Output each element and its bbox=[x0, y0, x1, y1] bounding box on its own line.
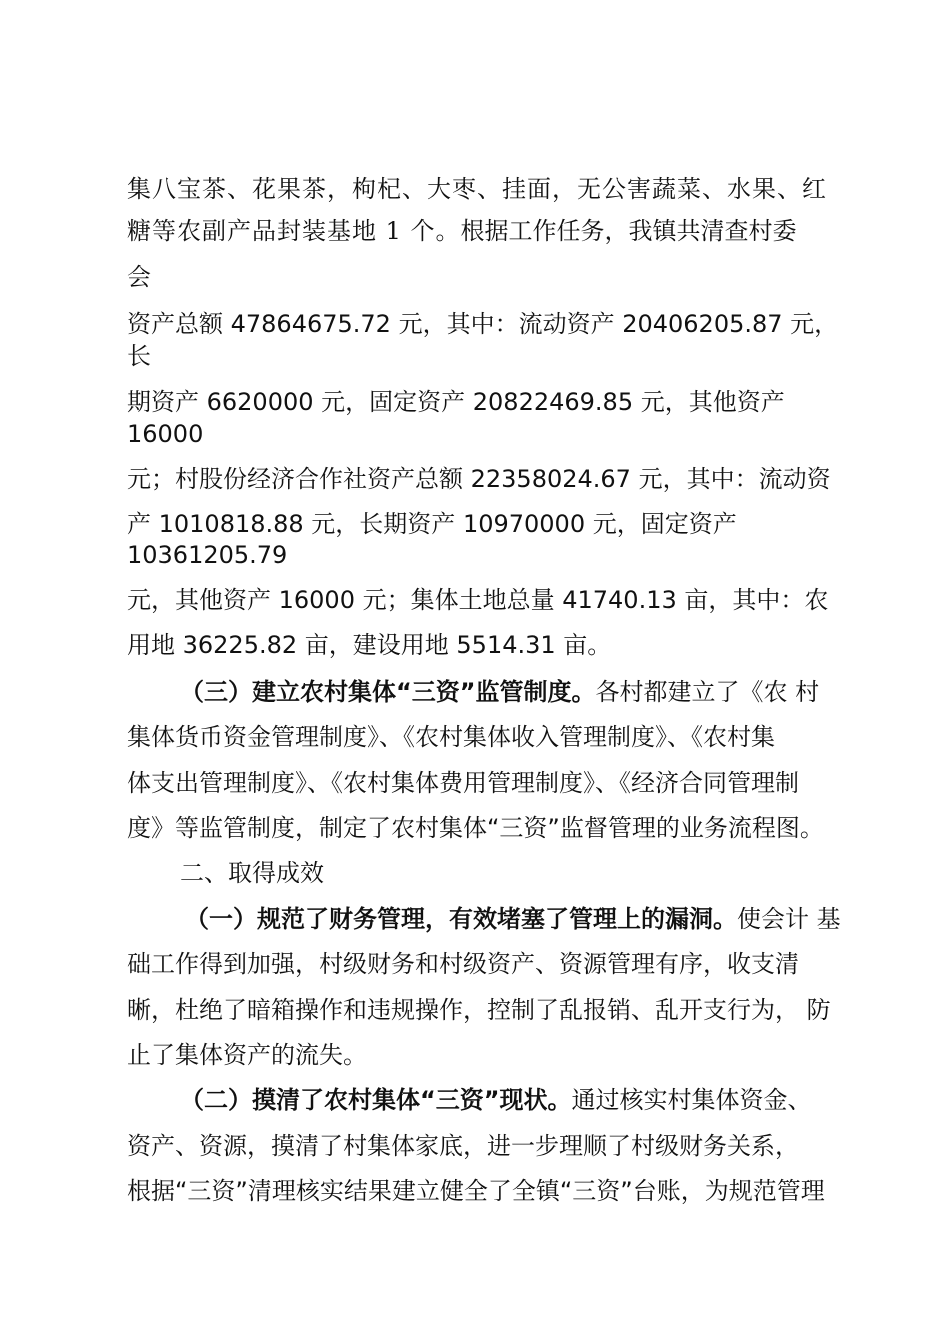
line-part: 糖等农副产品封装基地 1 个。 bbox=[127, 217, 461, 245]
paragraph-line: 体支出管理制度》、《农村集体费用管理制度》、《经济合同管理制 bbox=[127, 769, 799, 797]
section-heading: （二）摸清了农村集体“三资”现状。 bbox=[180, 1086, 572, 1114]
line-part: 根据工作任务，我镇共清查村委 bbox=[460, 217, 797, 245]
paragraph-line: 10361205.79 bbox=[127, 541, 288, 569]
paragraph-line: 产 1010818.88 元，长期资产 10970000 元，固定资产 bbox=[127, 510, 737, 538]
paragraph-line bbox=[127, 216, 797, 246]
paragraph-line: 资产、资源，摸清了村集体家底，进一步理顺了村级财务关系， bbox=[127, 1132, 799, 1160]
paragraph-line: 期资产 6620000 元，固定资产 20822469.85 元，其他资产 bbox=[127, 388, 785, 416]
paragraph-line: 元；村股份经济合作社资产总额 22358024.67 元，其中：流动资 bbox=[127, 465, 831, 493]
paragraph-line: 集八宝茶、花果茶，枸杞、大枣、挂面，无公害蔬菜、水果、红 bbox=[127, 175, 827, 203]
line-part: 通过核实村集体资金、 bbox=[571, 1086, 812, 1114]
paragraph-line: 会 bbox=[127, 263, 151, 291]
line-part: 使会计 基 bbox=[737, 905, 841, 933]
paragraph-line: 度》等监管制度，制定了农村集体“三资”监督管理的业务流程图。 bbox=[127, 814, 824, 842]
paragraph-line: 元，其他资产 16000 元；集体土地总量 41740.13 亩，其中：农 bbox=[127, 586, 829, 614]
paragraph-line: 16000 bbox=[127, 420, 204, 448]
paragraph-line: 长 bbox=[127, 342, 151, 370]
section-heading-line bbox=[185, 904, 841, 934]
paragraph-line: 止了集体资产的流失。 bbox=[127, 1041, 367, 1069]
paragraph-line: 集体货币资金管理制度》、《农村集体收入管理制度》、《农村集 bbox=[127, 723, 775, 751]
line-part: 各村都建立了《农 村 bbox=[595, 678, 820, 706]
paragraph-line: 根据“三资”清理核实结果建立健全了全镇“三资”台账，为规范管理 bbox=[127, 1177, 825, 1205]
paragraph-line: 用地 36225.82 亩，建设用地 5514.31 亩。 bbox=[127, 631, 612, 659]
paragraph-line: 资产总额 47864675.72 元，其中：流动资产 20406205.87 元， bbox=[127, 310, 839, 338]
chapter-heading: 二、取得成效 bbox=[180, 859, 324, 887]
paragraph-line: 晰，杜绝了暗箱操作和违规操作，控制了乱报销、乱开支行为， 防 bbox=[127, 996, 831, 1024]
section-heading-line bbox=[180, 1085, 812, 1115]
section-heading: （一）规范了财务管理，有效堵塞了管理上的漏洞。 bbox=[185, 905, 737, 933]
paragraph-line: 础工作得到加强，村级财务和村级资产、资源管理有序，收支清 bbox=[127, 950, 799, 978]
section-heading-line bbox=[180, 677, 819, 707]
section-heading: （三）建立农村集体“三资”监管制度。 bbox=[180, 678, 596, 706]
